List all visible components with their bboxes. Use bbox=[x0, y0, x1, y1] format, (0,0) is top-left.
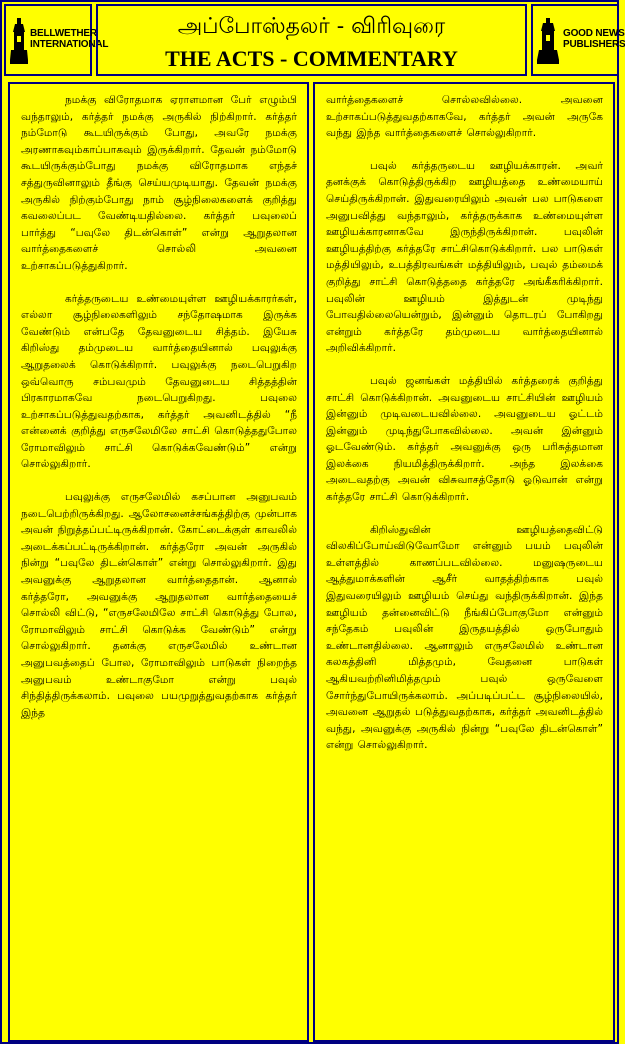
good-news-logo-text bbox=[563, 28, 625, 50]
bellwether-line2: INTERNATIONAL bbox=[30, 39, 109, 50]
paragraph: நமக்கு விரோதமாக ஏராளமான பேர் எழும்பி வந்தாலும், கர்த்தர் நமக்கு அருகில் நிற்கிறார். கர்த்தர் நம்மோடு கூடயிருக்கும் போது, அவரே நமக்கு அரணாகவும்காப்பாகவும் இருக்கிறார். தேவன் நம்மோடு கூடயிருக்கும்போது நமக்கு விரோதமாக எந்தச் சத்துருவினாலும் தீங்கு செய்யமுடியாது. தேவன் நமக்கு அருகில் நிற்கும்போது நாம் சூழ்நிலைகளைக் குறித்து கவலைப்பட வேண்டியதில்லை. கர்த்தர் பவுலைப் பார்த்து “பவுலே திடன்கொள்” என்று ஆறுதலான வார்த்தைகளைச் சொல்லி அவனை உற்சாகப்படுத்துகிறார். bbox=[21, 94, 297, 272]
paragraph: வார்த்தைகளைச் சொல்லவில்லை. அவனை உற்சாகப்படுத்துவதற்காகவே, கர்த்தர் அவன் அருகே வந்து இந்த வார்த்தைகளைச் சொல்லுகிறார். bbox=[326, 94, 603, 140]
left-column bbox=[8, 82, 309, 1042]
right-column bbox=[313, 82, 615, 1042]
good-news-logo bbox=[531, 4, 625, 76]
header bbox=[4, 4, 625, 78]
bellwether-tower-icon bbox=[10, 18, 28, 64]
paragraph: பவுல் கர்த்தருடைய ஊழியக்காரன். அவர் தனக்குக் கொடுத்திருக்கிற ஊழியத்தை உண்மையாய் செய்திருக்கிறான். இதுவரையிலும் அவன் பல பாடுகளை அனுபவித்து வந்தாலும், கர்த்தருக்காக உண்மையுள்ள ஊழியக்காரனாகவே இருந்திருக்கிறான். பவுலின் ஊழியத்திற்கு கர்த்தரே சாட்சிகொடுக்கிறார். பல பாடுகள் மத்தியிலும், உபத்திரவங்கள் மத்தியிலும், பவுல் தம்மைக் குறித்து சாட்சி கொடுத்ததை கர்த்தரே அங்கீகரிக்கிறார். பவுலின் ஊழியம் இத்துடன் முடிந்து போவதில்லையென்றும், இன்னும் தொடரப் போகிறது என்றும் கர்த்தரே தம்முடைய வார்த்தையினால் அறிவிக்கிறார். bbox=[326, 159, 603, 355]
paragraph: பவுலுக்கு எருசலேமில் கசப்பான அனுபவம் நடைபெற்றிருக்கிறது. ஆலோசனைச்சங்கத்திற்கு முன்பாக அவன் நிறுத்தப்பட்டிருக்கிறான். கோட்டைக்குள் காவலில் அடைக்கப்பட்டிருக்கிறான். கர்த்தரோ அவன் அருகில் நின்று “பவுலே திடன்கொள்” என்று சொல்லுகிறார். இது அவனுக்கு ஆறுதலான வார்த்தைதான். ஆனால் கர்த்தரோ, அவனுக்கு ஆறுதலான வார்த்தையைச் சொல்லி விட்டு, “எருசலேமிலே சாட்சி கொடுத்து போல, ரோமாவிலும் சாட்சி கொடுக்க வேண்டும்” என்று சொல்லுகிறார். தனக்கு எருசலேமில் உண்டான அனுபவத்தைப் போல, ரோமாவிலும் பாடுகள் நிறைந்த அனுபவம் உண்டாகுமோ என்று பவுல் சிந்தித்திருக்கலாம். பவுலை பயமுறுத்துவதற்காக கர்த்தர் இந்த bbox=[21, 491, 297, 719]
bellwether-logo bbox=[4, 4, 109, 76]
bellwether-line1: BELLWETHER bbox=[30, 28, 97, 39]
page-title-tamil: அப்போஸ்தலர் - விரிவுரை bbox=[177, 14, 446, 39]
paragraph: கர்த்தருடைய உண்மையுள்ள ஊழியக்காரர்கள், எல்லா சூழ்நிலைகளிலும் சந்தோஷமாக இருக்க வேண்டும் என்பதே தேவனுடைய சித்தம். இயேசு கிறிஸ்து தம்முடைய வார்த்தையினால் பவுலுக்கு ஆறுதலைக் கொடுக்கிறார். பவுலுக்கு நடைபெறுகிற ஒவ்வொரு சம்பவமும் தேவனுடைய சித்தத்தின் பிரகாரமாகவே நடைபெறுகிறது. பவுலை உற்சாகப்படுத்துவதற்காக, கர்த்தர் அவனிடத்தில் “நீ என்னைக் குறித்து எருசலேமிலே சாட்சி கொடுத்ததுபோல ரோமாவிலும் சாட்சி கொடுக்கவேண்டும்” என்று சொல்லுகிறார். bbox=[21, 292, 297, 471]
good-news-line2: PUBLISHERS bbox=[563, 39, 625, 50]
good-news-tower-icon bbox=[537, 18, 559, 64]
paragraph: பவுல் ஜனங்கள் மத்தியில் கர்த்தரைக் குறித்து சாட்சி கொடுக்கிறான். அவனுடைய சாட்சியின் ஊழியம் இன்னும் முடிவடையவில்லை. அவனுடைய ஓட்டம் இன்னும் முடிந்துபோகவில்லை. அவன் இன்னும் ஓடவேண்டும். கர்த்தர் அவனுக்கு ஒரு பரிசுத்தமான இலக்கை நியமித்திருக்கிறார். அந்த இலக்கை அடைவதற்கு அவன் விசுவாசத்தோடு ஓடுவான் என்று கர்த்தரே சாட்சி கொடுக்கிறார். bbox=[326, 374, 603, 504]
paragraph: கிறிஸ்துவின் ஊழியத்தைவிட்டு விலகிப்போய்விடுவோமோ என்னும் பயம் பவுலின் உள்ளத்தில் காணப்படவில்லை. மனுஷருடைய ஆத்துமாக்களின் ஆசீர் வாதத்திற்காக பவுல் இதுவரையிலும் ஊழியம் செய்து வந்திருக்கிறான். இந்த ஊழியம் தன்னைவிட்டு நீங்கிப்போகுமோ என்னும் சந்தேகம் பவுலின் இருதயத்தில் ஒருபோதும் உண்டானதில்லை. ஆனாலும் எருசலேமில் உண்டான கலகத்தினி மித்தமும், வேதனை பாடுகள் ஆகியவற்றினிமித்தமும் பவுல் ஒருவேளை சோர்ந்துபோயிருக்கலாம். அப்படிப்பட்ட சூழ்நிலையில், அவனை ஆறுதல் படுத்துவதற்காக, கர்த்தர் அவனிடத்தில் வந்து, அவனுக்கு அருகில் நின்று “பவுலே திடன்கொள்” என்று சொல்லுகிறார். bbox=[326, 523, 603, 752]
good-news-line1: GOOD NEWS bbox=[563, 28, 625, 39]
title-box bbox=[96, 4, 527, 76]
page-title-english: THE ACTS - COMMENTARY bbox=[165, 46, 458, 71]
